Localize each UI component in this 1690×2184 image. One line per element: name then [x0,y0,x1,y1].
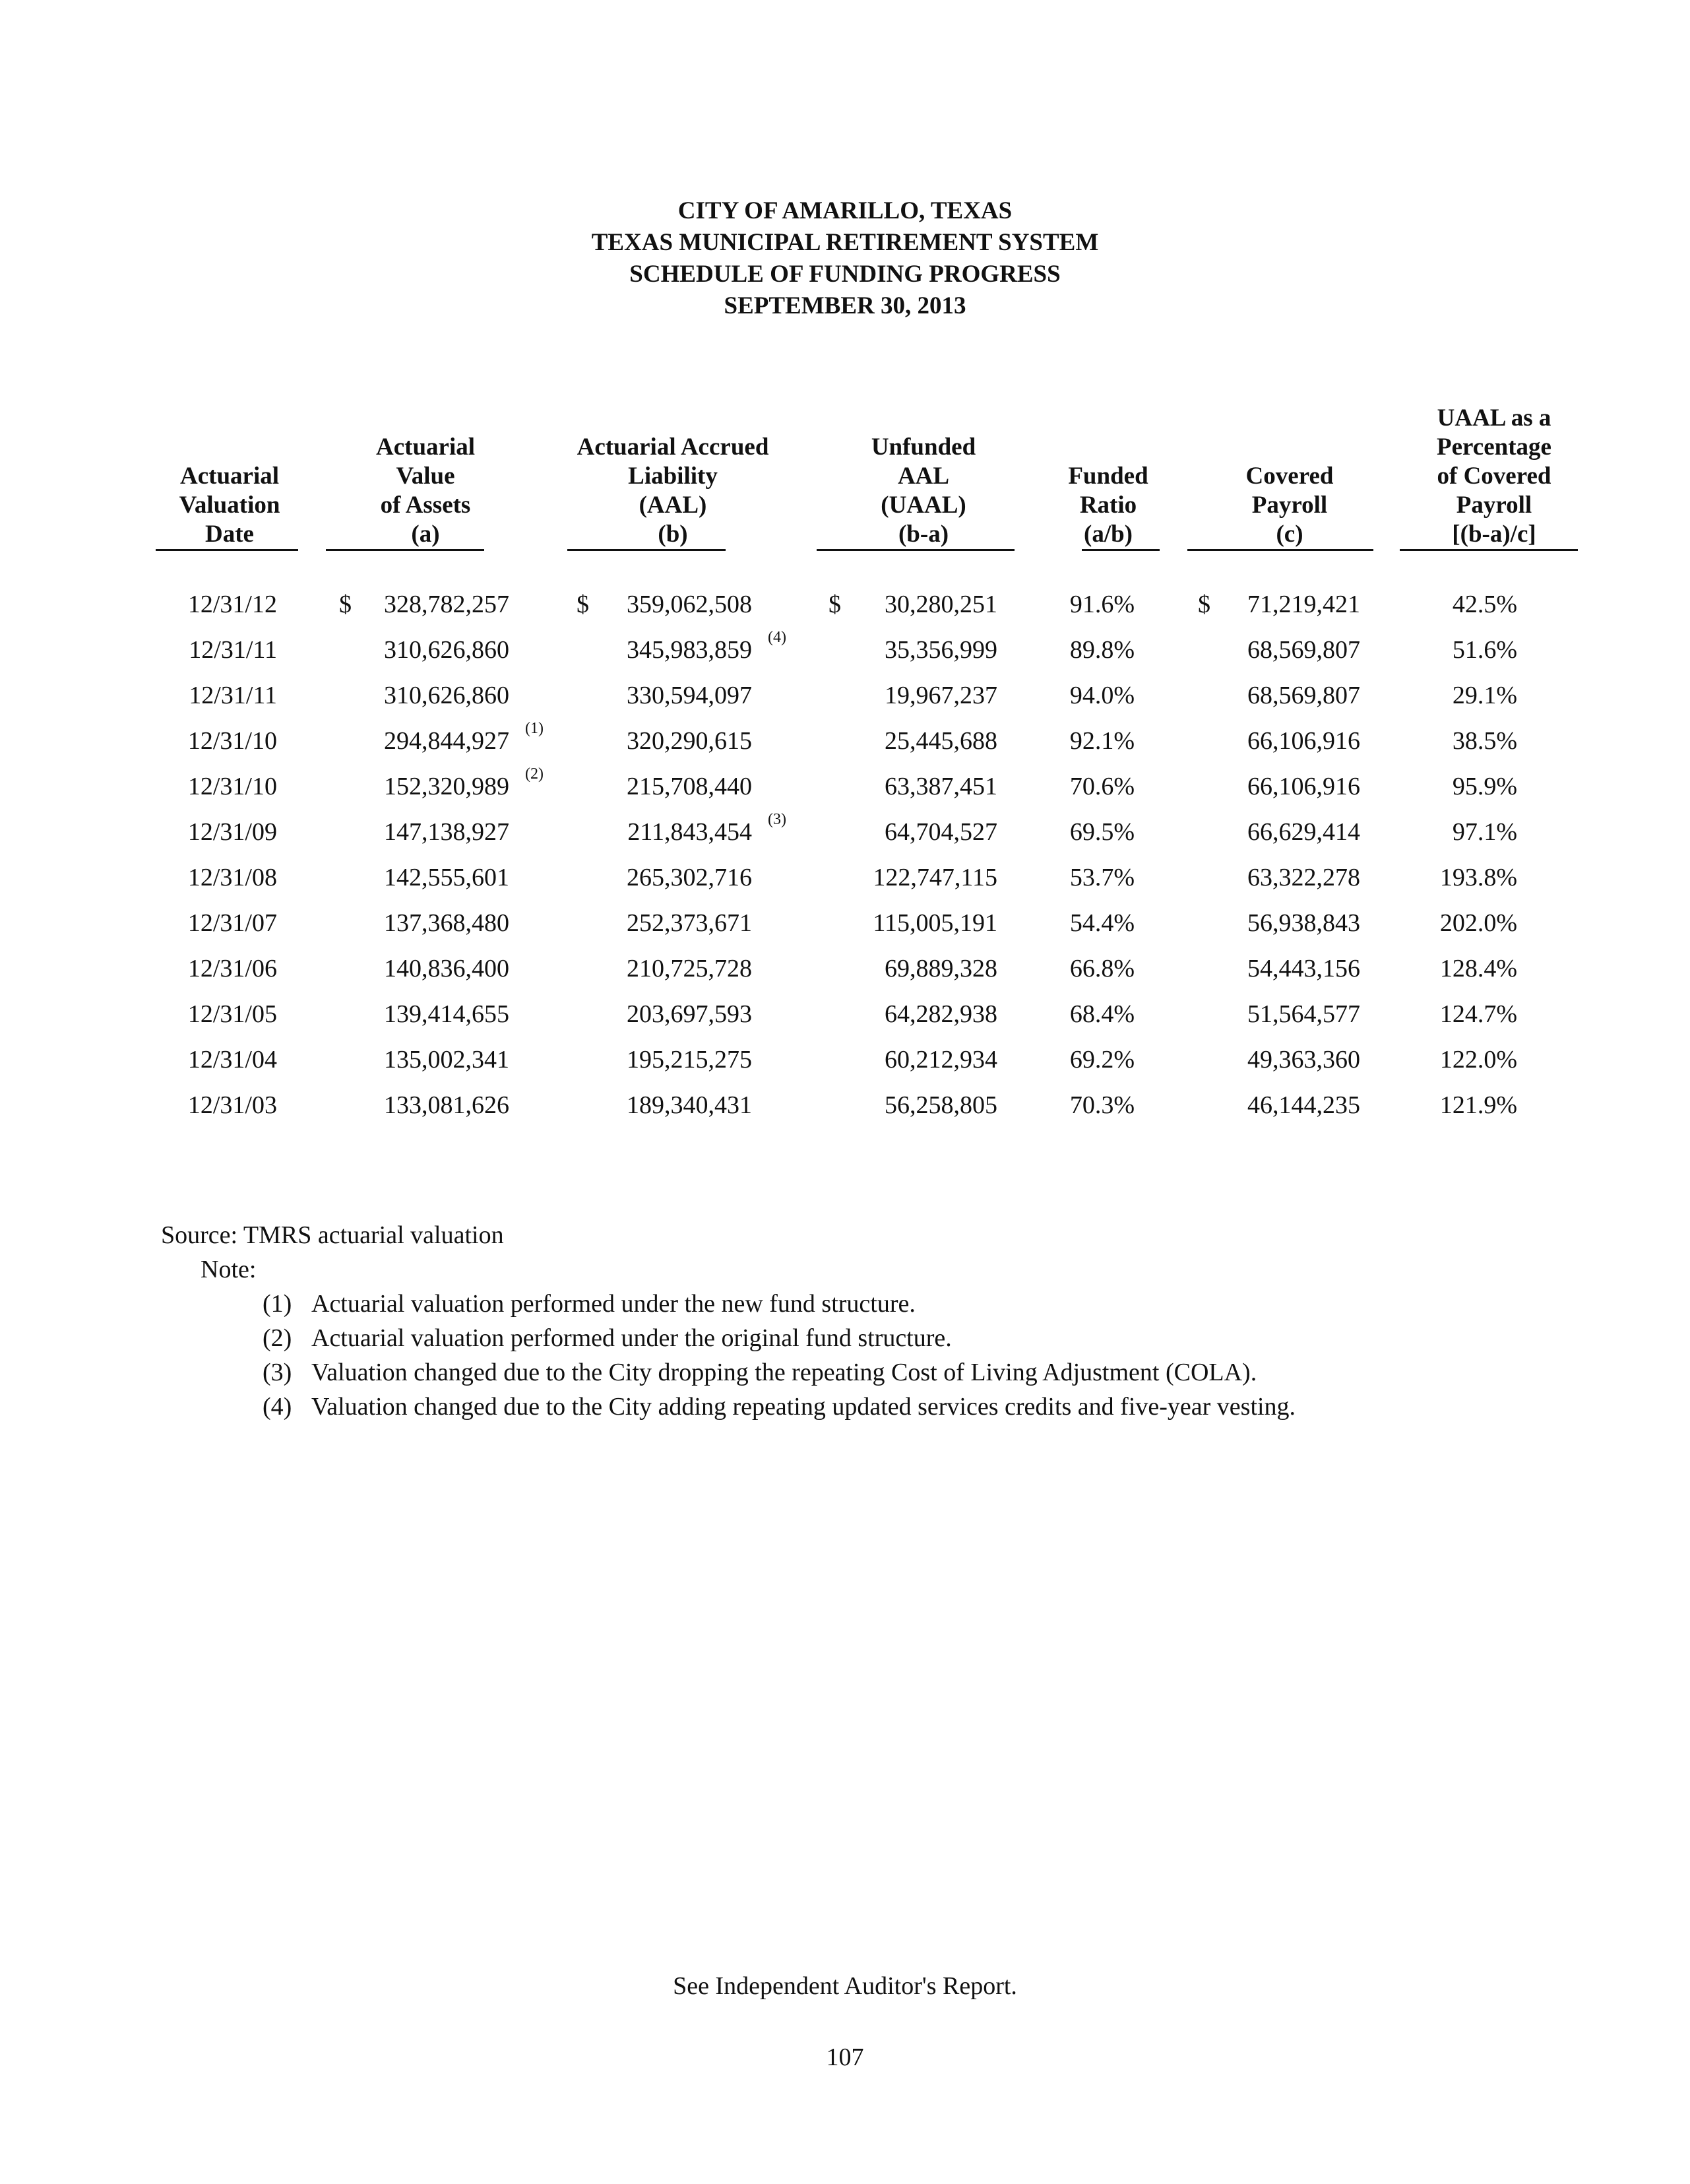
uaal-value: 63,387,451 [885,773,997,800]
aal-value: 189,340,431 [627,1091,752,1119]
note-text: Valuation changed due to the City adding repeating updated services credits and five-year vesting. [311,1393,1296,1421]
uaal-value: 69,889,328 [885,955,997,982]
funded-ratio: 69.5% [1069,818,1135,846]
funded-ratio: 70.3% [1069,1091,1135,1119]
header-uaal-percentage: UAAL as a Percentage of Covered Payroll [(b-a)/c] [1437,404,1551,548]
uaal-percentage: 121.9% [1439,1091,1517,1119]
valuation-date: 12/31/10 [187,727,277,755]
uaal-percentage: 42.5% [1452,591,1517,618]
title-line: TEXAS MUNICIPAL RETIREMENT SYSTEM [591,229,1099,256]
currency-symbol: $ [577,591,589,618]
valuation-date: 12/31/04 [187,1046,277,1074]
covered-payroll: 68,569,807 [1247,682,1360,709]
uaal-percentage: 122.0% [1439,1046,1517,1074]
header-underline [1187,549,1373,551]
valuation-date: 12/31/03 [187,1091,277,1119]
aal-value: 345,983,859 [627,636,752,664]
valuation-date: 12/31/07 [187,909,277,937]
aal-value: 252,373,671 [627,909,752,937]
page-number: 107 [826,2043,864,2071]
header-underline [156,549,298,551]
aal-value: 195,215,275 [627,1046,752,1074]
header-underline [326,549,484,551]
currency-symbol: $ [829,591,841,618]
uaal-value: 19,967,237 [885,682,997,709]
valuation-date: 12/31/11 [189,682,277,709]
header-underline [1400,549,1578,551]
uaal-value: 64,282,938 [885,1000,997,1028]
uaal-percentage: 97.1% [1452,818,1517,846]
aal-value: 211,843,454 [627,818,752,846]
valuation-date: 12/31/06 [187,955,277,982]
currency-symbol: $ [339,591,352,618]
assets-value: 139,414,655 [384,1000,509,1028]
valuation-date: 12/31/12 [187,591,277,618]
valuation-date: 12/31/11 [189,636,277,664]
uaal-percentage: 95.9% [1452,773,1517,800]
covered-payroll: 66,106,916 [1247,773,1360,800]
aal-value: 265,302,716 [627,864,752,891]
covered-payroll: 66,106,916 [1247,727,1360,755]
auditor-report-footer: See Independent Auditor's Report. [673,1972,1017,2000]
report-title [0,195,1690,322]
assets-value: 294,844,927 [384,727,509,755]
aal-value: 330,594,097 [627,682,752,709]
valuation-date: 12/31/05 [187,1000,277,1028]
note-label: Note: [201,1256,257,1283]
aal-value: 359,062,508 [627,591,752,618]
uaal-percentage: 38.5% [1452,727,1517,755]
uaal-percentage: 51.6% [1452,636,1517,664]
covered-payroll: 46,144,235 [1247,1091,1360,1119]
aal-value: 215,708,440 [627,773,752,800]
uaal-value: 35,356,999 [885,636,997,664]
covered-payroll: 51,564,577 [1247,1000,1360,1028]
note-text: Actuarial valuation performed under the new fund structure. [311,1290,916,1318]
uaal-value: 56,258,805 [885,1091,997,1119]
valuation-date: 12/31/08 [187,864,277,891]
covered-payroll: 66,629,414 [1247,818,1360,846]
funded-ratio: 91.6% [1069,591,1135,618]
covered-payroll: 68,569,807 [1247,636,1360,664]
assets-value: 140,836,400 [384,955,509,982]
funded-ratio: 92.1% [1069,727,1135,755]
note-number: (3) [263,1359,292,1386]
uaal-percentage: 193.8% [1439,864,1517,891]
footnote-marker: (4) [768,629,786,646]
covered-payroll: 56,938,843 [1247,909,1360,937]
funded-ratio: 66.8% [1069,955,1135,982]
aal-value: 320,290,615 [627,727,752,755]
uaal-percentage: 124.7% [1439,1000,1517,1028]
footnote-marker: (1) [525,720,544,737]
valuation-date: 12/31/09 [187,818,277,846]
funded-ratio: 94.0% [1069,682,1135,709]
note-text: Actuarial valuation performed under the original fund structure. [311,1324,952,1352]
uaal-value: 25,445,688 [885,727,997,755]
note-text: Valuation changed due to the City dropping the repeating Cost of Living Adjustment (COLA). [311,1359,1257,1386]
uaal-value: 60,212,934 [885,1046,997,1074]
header-uaal: Unfunded AAL (UAAL) (b-a) [871,434,976,548]
assets-value: 133,081,626 [384,1091,509,1119]
title-line: CITY OF AMARILLO, TEXAS [677,197,1013,224]
uaal-percentage: 29.1% [1452,682,1517,709]
note-number: (4) [263,1393,292,1421]
funded-ratio: 89.8% [1069,636,1135,664]
uaal-percentage: 128.4% [1439,955,1517,982]
header-underline [817,549,1015,551]
note-number: (1) [263,1290,292,1318]
aal-value: 210,725,728 [627,955,752,982]
assets-value: 135,002,341 [384,1046,509,1074]
header-aal: Actuarial Accrued Liability (AAL) (b) [577,434,769,548]
assets-value: 310,626,860 [384,682,509,709]
header-valuation-date: Actuarial Valuation Date [179,463,280,548]
assets-value: 147,138,927 [384,818,509,846]
funded-ratio: 54.4% [1069,909,1135,937]
note-number: (2) [263,1324,292,1352]
uaal-percentage: 202.0% [1439,909,1517,937]
header-assets: Actuarial Value of Assets (a) [375,434,476,548]
assets-value: 328,782,257 [384,591,509,618]
header-covered-payroll: Covered Payroll (c) [1245,463,1334,548]
title-line: SCHEDULE OF FUNDING PROGRESS [629,261,1061,288]
assets-value: 137,368,480 [384,909,509,937]
uaal-value: 30,280,251 [885,591,997,618]
footnote-marker: (2) [525,765,544,783]
uaal-value: 115,005,191 [873,909,997,937]
footnote-marker: (3) [768,811,786,828]
assets-value: 152,320,989 [384,773,509,800]
covered-payroll: 71,219,421 [1247,591,1360,618]
header-underline [1082,549,1160,551]
valuation-date: 12/31/10 [187,773,277,800]
funded-ratio: 68.4% [1069,1000,1135,1028]
uaal-value: 64,704,527 [885,818,997,846]
covered-payroll: 63,322,278 [1247,864,1360,891]
currency-symbol: $ [1198,591,1210,618]
assets-value: 142,555,601 [384,864,509,891]
source-line: Source: TMRS actuarial valuation [161,1221,504,1249]
covered-payroll: 54,443,156 [1247,955,1360,982]
funded-ratio: 53.7% [1069,864,1135,891]
covered-payroll: 49,363,360 [1247,1046,1360,1074]
funded-ratio: 69.2% [1069,1046,1135,1074]
header-funded-ratio: Funded Ratio (a/b) [1068,463,1148,548]
funded-ratio: 70.6% [1069,773,1135,800]
title-line: SEPTEMBER 30, 2013 [724,292,966,319]
assets-value: 310,626,860 [384,636,509,664]
uaal-value: 122,747,115 [873,864,997,891]
aal-value: 203,697,593 [627,1000,752,1028]
header-underline [567,549,726,551]
